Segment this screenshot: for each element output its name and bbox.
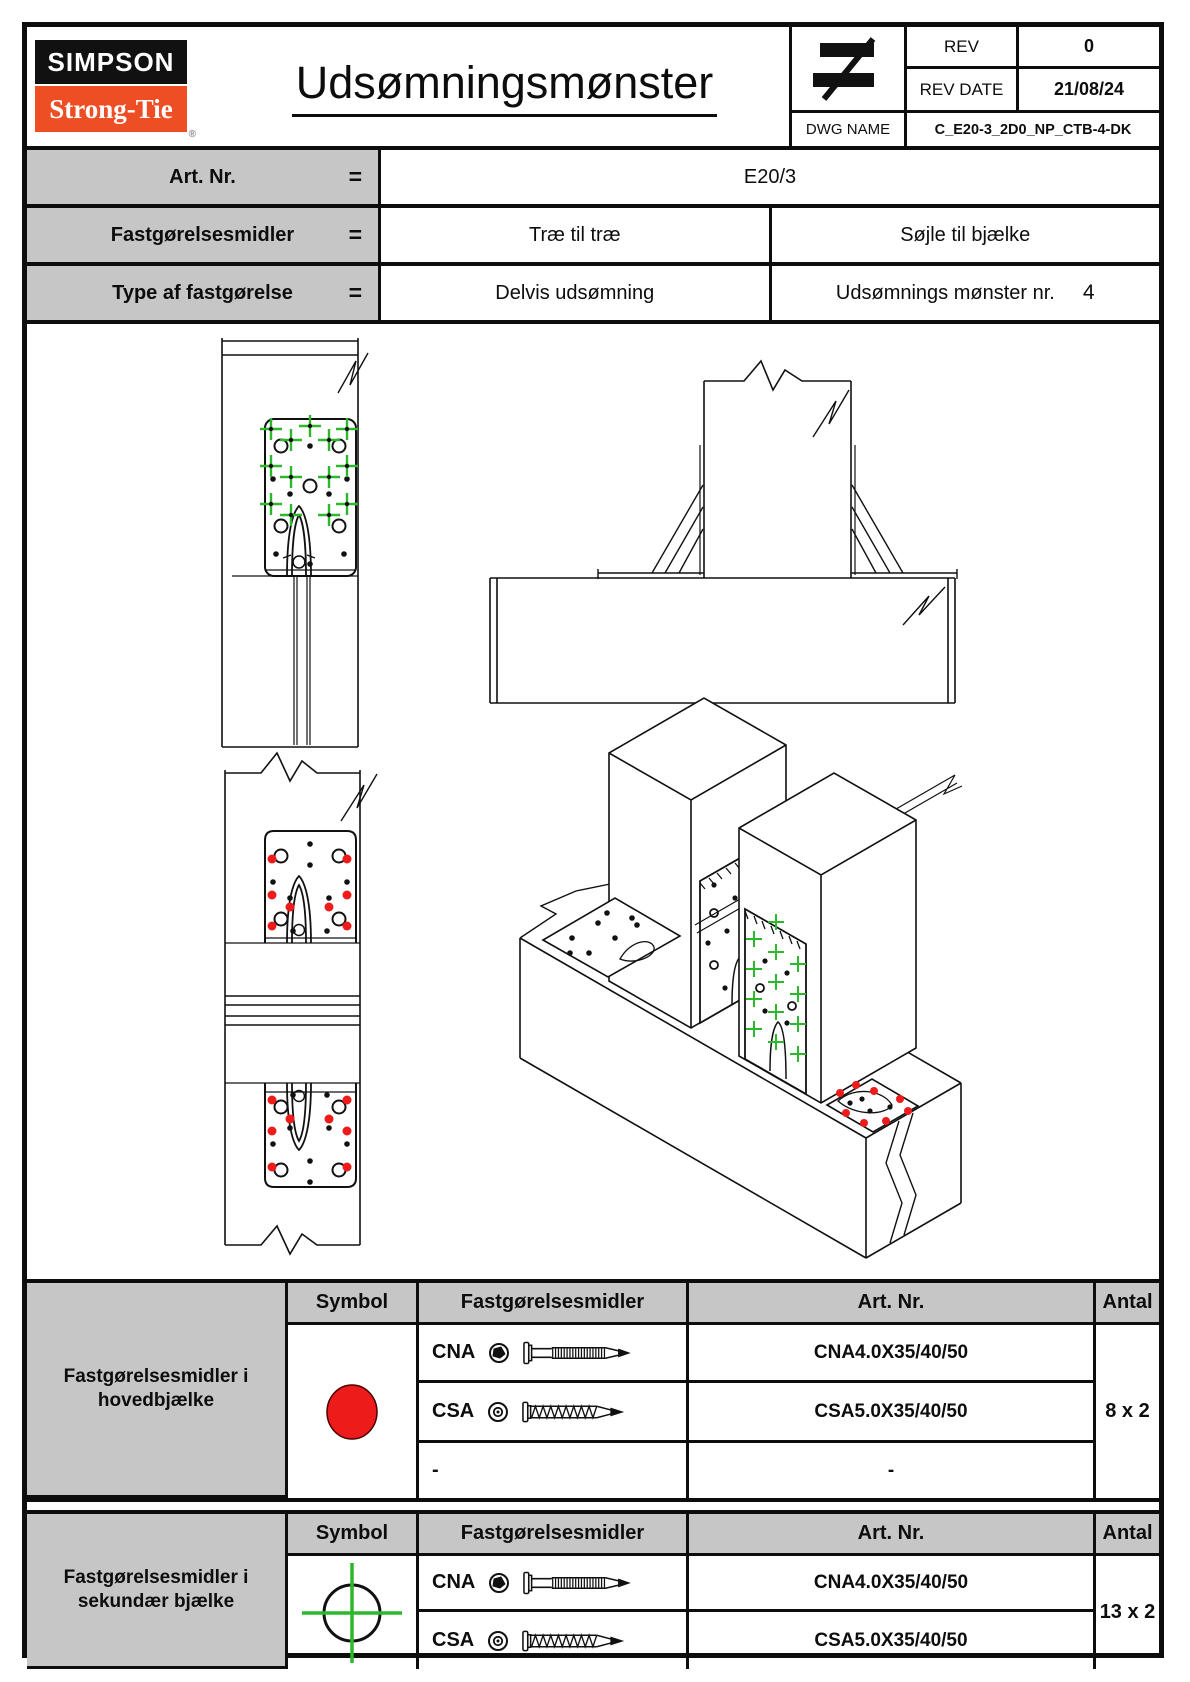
title-block	[27, 27, 1159, 150]
table2-csa-art: CSA5.0X35/40/50	[689, 1612, 1096, 1669]
type-left-value: Delvis udsømning	[495, 281, 655, 304]
simpson-strongtie-logo	[35, 40, 196, 140]
dwg-name-label: DWG NAME	[792, 113, 907, 146]
rev-date-value: 21/08/24	[1019, 69, 1159, 113]
registered-mark: ®	[188, 129, 196, 140]
header-artnr: Art. Nr.	[689, 1514, 1096, 1556]
technical-drawing	[27, 324, 1159, 1279]
revision-block	[789, 27, 1159, 146]
dwg-name-value: C_E20-3_2D0_NP_CTB-4-DK	[934, 121, 1132, 138]
equals-sign: =	[348, 221, 362, 248]
green-crosshair-icon	[298, 1559, 406, 1667]
table1-dash-cell: -	[419, 1443, 689, 1498]
fastener-table-main-beam	[27, 1279, 1159, 1498]
table-divider	[27, 1498, 1159, 1514]
table1-symbol-cell	[288, 1325, 419, 1498]
table2-cna-cell: CNA	[419, 1556, 689, 1612]
wood-screw-icon	[522, 1399, 637, 1425]
header-fastener: Fastgørelsesmidler	[419, 1514, 689, 1556]
type-label-cell: Type af fastgørelse =	[27, 266, 381, 320]
header-antal: Antal	[1096, 1514, 1159, 1556]
ring-shank-nail-icon	[523, 1340, 638, 1366]
header-fastener: Fastgørelsesmidler	[419, 1283, 689, 1325]
table1-antal: 8 x 2	[1105, 1400, 1150, 1422]
table2-symbol-cell	[288, 1556, 419, 1669]
view-side-beam-brackets	[225, 753, 377, 1254]
green-nail-crosses	[260, 415, 358, 526]
beam-right-break	[886, 1113, 916, 1243]
info-row-artnr	[27, 150, 1159, 208]
rev-label: REV	[907, 27, 1019, 69]
rev-value: 0	[1019, 27, 1159, 69]
info-row-fastener	[27, 208, 1159, 266]
header-symbol: Symbol	[288, 1514, 419, 1556]
first-angle-projection-icon	[805, 37, 891, 101]
sheet-title: Udsømningsmønster	[292, 57, 718, 117]
table1-csa-art: CSA5.0X35/40/50	[689, 1383, 1096, 1443]
view-isometric-3d	[520, 698, 962, 1258]
table2-antal: 13 x 2	[1099, 1601, 1156, 1623]
table1-cna-art: CNA4.0X35/40/50	[689, 1325, 1096, 1383]
logo-strongtie: Strong-Tie ®	[35, 86, 187, 132]
break-mark-icon	[338, 353, 368, 393]
rev-date-label: REV DATE	[907, 69, 1019, 113]
wood-screw-icon	[522, 1628, 637, 1654]
drawing-area	[27, 324, 1159, 1279]
sheet-frame	[22, 22, 1164, 1658]
artnr-label-cell: Art. Nr. =	[27, 150, 381, 204]
pattern-number-cell: Udsømnings mønster nr. 4	[769, 266, 1160, 320]
projection-symbol-cell	[792, 27, 907, 113]
equals-sign: =	[348, 163, 362, 190]
break-mark-icon	[903, 587, 945, 625]
table1-cna-cell: CNA	[419, 1325, 689, 1383]
table2-csa-cell: CSA	[419, 1612, 689, 1669]
red-circle-icon	[322, 1382, 382, 1442]
fastener-right-value: Søjle til bjælke	[769, 208, 1160, 262]
cna-nail-head-icon	[487, 1341, 511, 1365]
csa-screw-head-icon	[486, 1629, 510, 1653]
view-front-column-bracket	[222, 338, 368, 747]
header-symbol: Symbol	[288, 1283, 419, 1325]
fastener-label-cell: Fastgørelsesmidler =	[27, 208, 381, 262]
csa-screw-head-icon	[486, 1400, 510, 1424]
logo-simpson: SIMPSON	[35, 40, 187, 84]
info-row-type	[27, 266, 1159, 324]
break-mark-icon	[813, 390, 849, 437]
fastener-table-secondary-beam	[27, 1514, 1159, 1669]
table1-dash-art: -	[689, 1443, 1096, 1498]
pattern-number-value: 4	[1082, 281, 1095, 304]
ring-shank-nail-icon	[523, 1570, 638, 1596]
sheet-title-wrap	[227, 27, 782, 146]
table2-cna-art: CNA4.0X35/40/50	[689, 1556, 1096, 1612]
artnr-value: E20/3	[743, 165, 797, 188]
view-elevation-column-on-beam	[490, 361, 957, 703]
table1-row-label: Fastgørelsesmidler i hovedbjælke	[27, 1283, 288, 1498]
fastener-left-value: Træ til træ	[529, 223, 621, 246]
cna-nail-head-icon	[487, 1571, 511, 1595]
equals-sign: =	[348, 279, 362, 306]
table2-row-label: Fastgørelsesmidler i sekundær bjælke	[27, 1514, 288, 1669]
header-artnr: Art. Nr.	[689, 1283, 1096, 1325]
header-antal: Antal	[1096, 1283, 1159, 1325]
table1-csa-cell: CSA	[419, 1383, 689, 1443]
break-mark-icon	[341, 774, 377, 821]
